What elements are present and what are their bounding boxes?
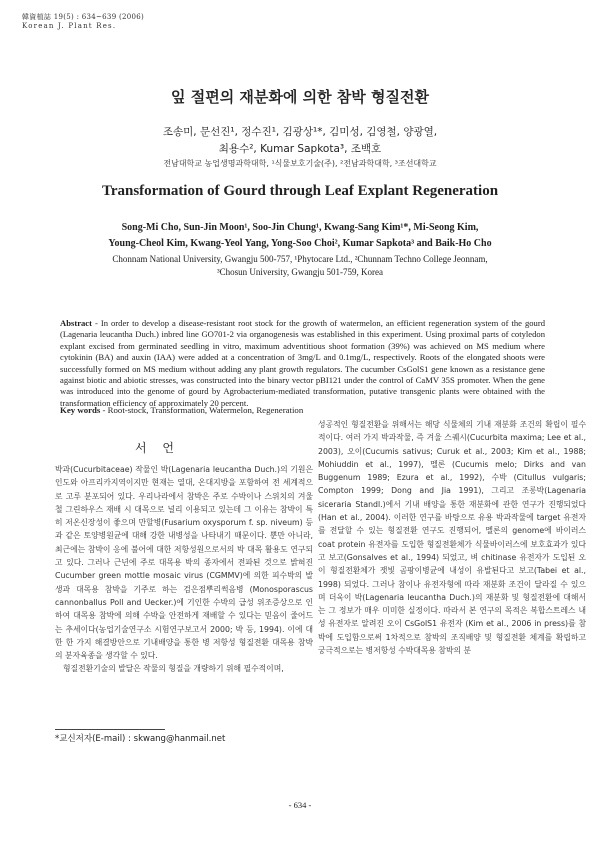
- english-affiliation-line1: Chonnam National University, Gwangju 500-757, ¹Phytocare Ltd., ²Chunnam Techno College Jeonnam,: [112, 254, 488, 264]
- english-affiliation-line2: ³Chosun University, Gwangju 501-759, Korea: [216, 267, 384, 277]
- journal-name: Korean J. Plant Res.: [22, 22, 117, 30]
- footnote-divider: [55, 729, 165, 730]
- journal-citation: 韓資植誌 19(5) : 634~639 (2006): [22, 13, 145, 21]
- english-title: Transformation of Gourd through Leaf Explant Regeneration: [101, 183, 499, 199]
- keywords-text: - Root-stock, Transformation, Watermelon, Regeneration: [100, 405, 304, 415]
- abstract-text: - In order to develop a disease-resistant root stock for the growth of watermelon, an efficient regeneration system of the gourd (Lagenaria leucantha Duch.) inbred line GO701-2 via organogenesis was established in this experiment. Using proximal parts of cotyledon explant excised from germinated seedling in vitro, maximum adventitious shoot formation (39%) was achieved on MS medium where cytokinin (BA) and auxin (IAA) were added at a concentration of 3mg/L and 0.1mg/L, respectively. Roots of the elongated shoots were successfully formed on MS medium without adding any plant growth regulators. The cucumber CsGolS1 gene known as a resistance gene against biotic and abiotic stresses, was constructed into the binary vector pBI121 under the control of CaMV 35S promoter. When the gene was introduced into the genome of gourd by Agrobacterium-mediated transformation, putative transgenic plants were obtained with the transformation efficiency of approximately 20 percent.: [60, 318, 545, 408]
- abstract: [60, 318, 545, 409]
- abstract-label: Abstract: [60, 318, 92, 328]
- keywords: [60, 405, 303, 415]
- korean-affiliation: 전남대학교 농업생명과학대학, ¹식물보호기술(주), ²전남과학대학, ³조선대학교: [163, 159, 437, 168]
- korean-authors-line1: 조송미, 문선진¹, 정수진¹, 김광상¹*, 김미성, 김영철, 양광열,: [162, 126, 438, 138]
- keywords-label: Key words: [60, 405, 101, 415]
- left-paragraph-2: 형질전환기술의 발달은 작물의 형질을 개량하기 위해 필수적이며,: [63, 664, 284, 674]
- left-column: [55, 463, 313, 676]
- english-authors-line1: Song-Mi Cho, Sun-Jin Moon¹, Soo-Jin Chung¹, Kwang-Sang Kim¹*, Mi-Seong Kim,: [121, 222, 479, 233]
- page-number: - 634 -: [288, 800, 312, 810]
- right-column: [318, 418, 586, 657]
- corresponding-author-email: *교신저자(E-mail) : skwang@hanmail.net: [55, 734, 226, 744]
- korean-authors-line2: 최용수², Kumar Sapkota³, 조백호: [218, 143, 382, 155]
- section-heading-introduction: 서 언: [135, 441, 180, 455]
- journal-header: [22, 13, 144, 31]
- left-paragraph-1: 박과(Cucurbitaceae) 작물인 박(Lagenaria leucantha Duch.)의 기원은 인도와 아프리카지역이지만 현재는 열대, 온대지방을 포함하여 전 세계적으로 고루 분포되어 있다. 우리나라에서 참박은 주로 수박이나 스위치의 겨울철 그린하우스 재배 시 대목으로 널리 이용되고 있는데 그 이유는 참박이 특히 저온신장성이 좋으며 만할병(Fusarium oxysporum f. sp. niveum) 등과 같은 토양병원균에 대해 강한 내병성을 나타내기 때문이다. 뿐만 아니라, 최근에는 참박이 응에 불어에 대한 저항성원으로서의 박 대목 활용도 연구되고 있다. 그러나 근년에 주로 대목용 박의 종자에서 전파된 것으로 밝혀진 Cucumber green mottle mosaic virus (CGMMV)에 의한 피수박의 발생과 대목용 참박을 기주로 하는 검은점뿌리썩음병 (Monosporascus cannonballus Poll and Uecker.)에 기인한 수박의 급성 위조증상으로 인하여 대목용 참박에 의해 수박을 안전하게 재배할 수 있다는 믿음이 줄어드는 추세이다(농업기술연구소 시험연구보고서 2000; 박 등, 1994). 이에 대한 한 가지 해결방안으로 기내배양을 통한 병 저항성 형질전환 대목용 참박의 분자육종을 생각할 수 있다.: [55, 465, 313, 661]
- english-authors-line2: Young-Cheol Kim, Kwang-Yeol Yang, Yong-Soo Choi², Kumar Sapkota³ and Baik-Ho Cho: [108, 238, 492, 249]
- korean-title: 잎 절편의 재분화에 의한 참박 형질전환: [171, 88, 429, 106]
- right-paragraph-1: 성공적인 형질전환을 위해서는 해당 식물체의 기내 재분화 조건의 확립이 필수적이다. 여러 가지 박과작물, 즉 겨울 스퀘시(Cucurbita maxima; Lee et al., 2003), 오이(Cucumis sativus; Curuk et al., 2003; Kim et al., 1988; Mohiuddin et al., 1997), 멜론 (Cucumis melo; Dirks and van Buggenum 1989; Ezura et al., 1992), 수박 (Citullus vulgaris; Compton 1999; Dong and Jia 1991), 그리고 조롱박(Lagenaria siceraria Standl.)에서 기내 배양을 통한 재분화에 관한 연구가 진행되었다(Han et al., 2004). 이러한 연구를 바탕으로 유용 박과작물에 target 유전자를 전달할 수 있는 형질전환 연구도 진행되어, 멜론의 genome에 바이러스 coat protein 유전자를 도입한 형질전환체가 식물바이러스에 보호효과가 있다고 보고(Gonsalves et al., 1994) 되었고, 벼 chitinase 유전자가 도입된 오이 형질전환체가 잿빛 곰팡이병균에 내성이 유발된다고 보고(Tabei et al., 1998) 되었다. 그러나 참이나 유전자형에 따라 재분화 조건이 달라질 수 있으며 더욱이 박(Lagenaria leucantha Duch.)의 재분화 및 형질전환에 대해서는 그 정보가 매우 미미한 실정이다. 따라서 본 연구의 목적은 복합스트레스 내성 유전자로 알려진 오이 CsGolS1 유전자 (Kim et al., 2006 in press)를 참박에 도입함으로써 1차적으로 참박의 조직배양 및 형질전환 체계를 확립하고 궁극적으로는 병저항성 수박대목용 참박의 분: [318, 420, 586, 656]
